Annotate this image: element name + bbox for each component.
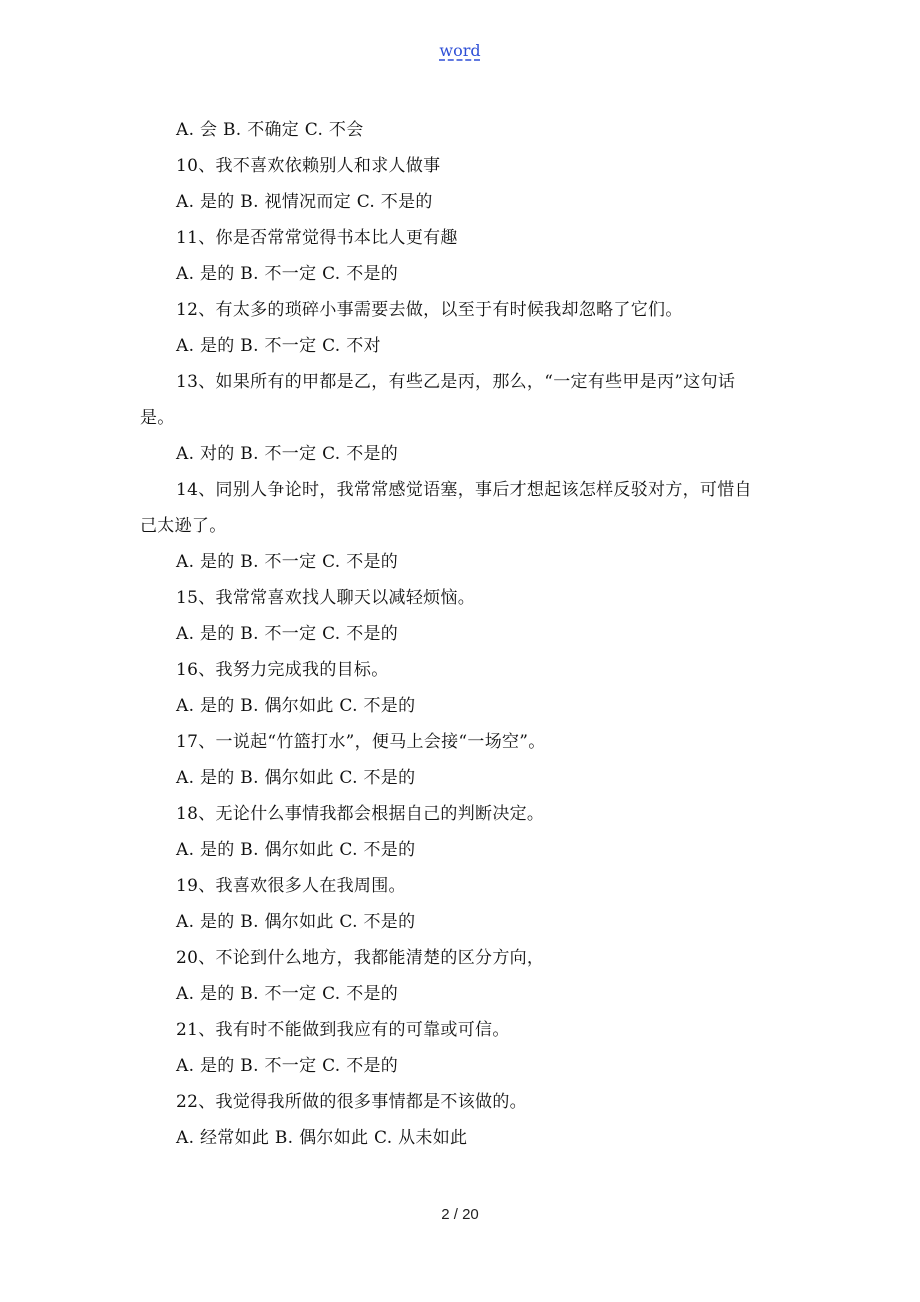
question-line: 18、无论什么事情我都会根据自己的判断决定。 <box>176 804 545 824</box>
question-line: 19、我喜欢很多人在我周围。 <box>176 876 406 896</box>
option-line: A. 是的 B. 不一定 C. 不是的 <box>176 264 399 284</box>
question-line: 16、我努力完成我的目标。 <box>176 660 389 680</box>
question-line: 20、不论到什么地方，我都能清楚的区分方向， <box>176 948 545 968</box>
page-number: 2 / 20 <box>441 1206 479 1223</box>
page-header <box>0 40 920 62</box>
option-line: A. 是的 B. 不一定 C. 不是的 <box>176 552 399 572</box>
question-continuation: 是。 <box>140 408 175 428</box>
question-line: 14、同别人争论时，我常常感觉语塞，事后才想起该怎样反驳对方，可惜自 <box>176 480 752 500</box>
option-line: A. 是的 B. 偶尔如此 C. 不是的 <box>176 696 416 716</box>
document-body <box>140 112 790 1156</box>
question-line: 17、一说起“竹篮打水”，便马上会接“一场空”。 <box>176 732 546 752</box>
question-line: 22、我觉得我所做的很多事情都是不该做的。 <box>176 1092 527 1112</box>
question-line: 11、你是否常常觉得书本比人更有趣 <box>176 228 458 248</box>
question-line: 10、我不喜欢依赖别人和求人做事 <box>176 156 441 176</box>
option-line: A. 会 B. 不确定 C. 不会 <box>176 120 364 140</box>
option-line: A. 是的 B. 不一定 C. 不对 <box>176 336 381 356</box>
option-line: A. 是的 B. 不一定 C. 不是的 <box>176 624 399 644</box>
word-link[interactable]: word <box>439 41 481 60</box>
option-line: A. 是的 B. 不一定 C. 不是的 <box>176 1056 399 1076</box>
question-line: 12、有太多的琐碎小事需要去做，以至于有时候我却忽略了它们。 <box>176 300 683 320</box>
question-line: 13、如果所有的甲都是乙，有些乙是丙，那么，“一定有些甲是丙”这句话 <box>176 372 736 392</box>
question-continuation: 己太逊了。 <box>140 516 227 536</box>
option-line: A. 经常如此 B. 偶尔如此 C. 从未如此 <box>176 1128 468 1148</box>
question-line: 21、我有时不能做到我应有的可靠或可信。 <box>176 1020 510 1040</box>
option-line: A. 是的 B. 偶尔如此 C. 不是的 <box>176 912 416 932</box>
question-line: 15、我常常喜欢找人聊天以减轻烦恼。 <box>176 588 476 608</box>
option-line: A. 是的 B. 偶尔如此 C. 不是的 <box>176 768 416 788</box>
option-line: A. 对的 B. 不一定 C. 不是的 <box>176 444 399 464</box>
option-line: A. 是的 B. 不一定 C. 不是的 <box>176 984 399 1004</box>
option-line: A. 是的 B. 视情况而定 C. 不是的 <box>176 192 433 212</box>
option-line: A. 是的 B. 偶尔如此 C. 不是的 <box>176 840 416 860</box>
